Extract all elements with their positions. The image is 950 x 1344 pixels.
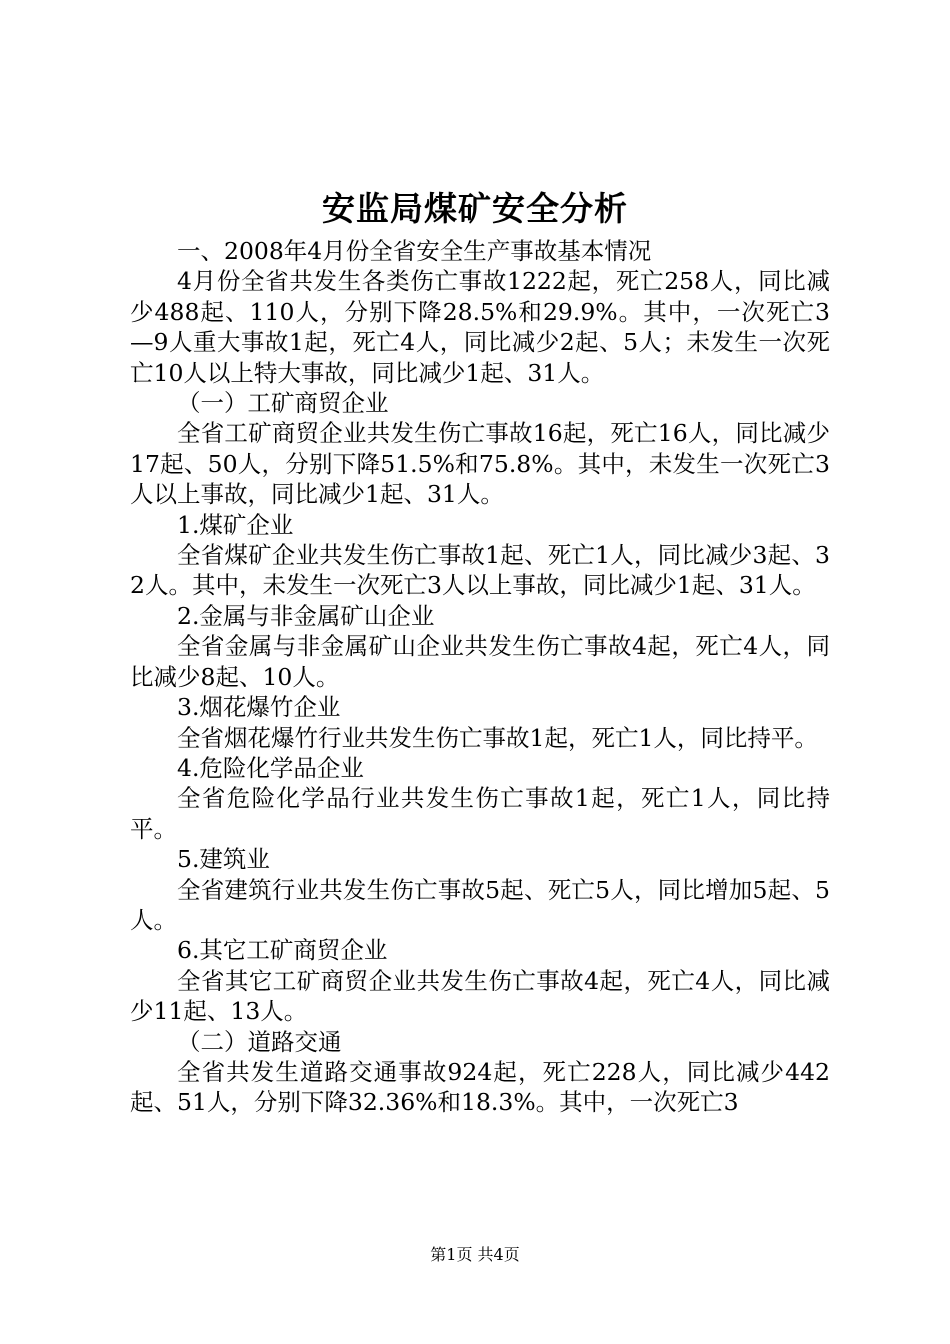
paragraph: 全省烟花爆竹行业共发生伤亡事故1起，死亡1人，同比持平。 [177,723,818,752]
paragraph: 4月份全省共发生各类伤亡事故1222起，死亡258人，同比减少488起、110人，分别下降28.5%和29.9%。其中，一次死亡3—9人重大事故1起，死亡4人，同比减少2起、5人；未发生一次死亡10人以上特大事故，同比减少1起、31人。 [130,267,830,387]
item-heading: 1.煤矿企业 [177,510,294,539]
paragraph: 全省危险化学品行业共发生伤亡事故1起，死亡1人，同比持平。 [130,784,830,843]
item-heading: 5.建筑业 [177,845,270,874]
item-heading: 3.烟花爆竹企业 [177,693,341,722]
page-title: 安监局煤矿安全分析 [322,189,628,228]
paragraph: 全省其它工矿商贸企业共发生伤亡事故4起，死亡4人，同比减少11起、13人。 [130,966,830,1026]
item-heading: 6.其它工矿商贸企业 [177,936,388,965]
page-footer: 第1页 共4页 [430,1245,520,1264]
subsection-heading: （二）道路交通 [177,1027,342,1056]
section-heading: 一、2008年4月份全省安全生产事故基本情况 [177,237,652,265]
subsection-heading: （一）工矿商贸企业 [177,389,389,418]
paragraph: 全省建筑行业共发生伤亡事故5起、死亡5人，同比增加5起、5人。 [130,875,830,934]
document-body [130,236,830,1118]
item-heading: 4.危险化学品企业 [177,753,364,782]
paragraph: 全省共发生道路交通事故924起，死亡228人，同比减少442起、51人，分别下降32.36%和18.3%。其中，一次死亡3 [130,1057,830,1117]
paragraph: 全省工矿商贸企业共发生伤亡事故16起，死亡16人，同比减少17起、50人，分别下降51.5%和75.8%。其中，未发生一次死亡3人以上事故，同比减少1起、31人。 [130,419,830,509]
paragraph: 全省金属与非金属矿山企业共发生伤亡事故4起，死亡4人，同比减少8起、10人。 [130,632,830,691]
item-heading: 2.金属与非金属矿山企业 [177,601,435,630]
paragraph: 全省煤矿企业共发生伤亡事故1起、死亡1人，同比减少3起、32人。其中，未发生一次死亡3人以上事故，同比减少1起、31人。 [130,541,830,600]
